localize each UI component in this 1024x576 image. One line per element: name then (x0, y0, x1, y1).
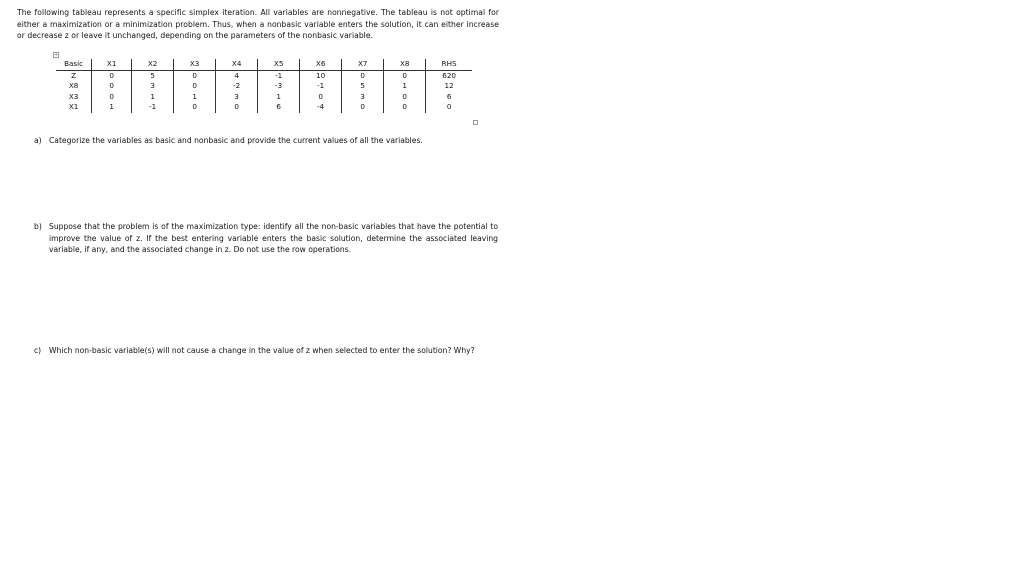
table-cell-rhs: 6 (426, 92, 472, 103)
question-b-label: b) (34, 222, 42, 231)
table-cell: 0 (174, 70, 216, 81)
header-x4: X4 (216, 59, 258, 70)
tableau-header-row (56, 59, 472, 70)
table-cell: 0 (92, 70, 132, 81)
header-x3: X3 (174, 59, 216, 70)
table-cell: 0 (92, 81, 132, 92)
table-cell: 0 (216, 102, 258, 113)
table-cell: 0 (384, 92, 426, 103)
table-cell: 0 (384, 70, 426, 81)
move-handle-icon[interactable]: + (54, 52, 59, 58)
row-basic-var: X8 (68, 81, 79, 90)
table-cell: 1 (258, 92, 300, 103)
intro-paragraph: The following tableau represents a specific simplex iteration. All variables are nonnegative. The tableau is not optimal for either a maximization or a minimization problem. Thus, when a nonbasic variable enters the solution, it can either increase or decrease z or leave it unchanged, depending on the parameters of the nonbasic variable. (17, 8, 499, 40)
table-cell-rhs: 12 (426, 81, 472, 92)
table-cell: 0 (174, 81, 216, 92)
question-c-label: c) (34, 346, 42, 355)
table-cell: -2 (216, 81, 258, 92)
row-basic-var: X1 (68, 102, 79, 111)
table-cell: 1 (384, 81, 426, 92)
table-cell: 3 (342, 92, 384, 103)
table-cell: 0 (92, 92, 132, 103)
table-cell: 0 (384, 102, 426, 113)
table-row (56, 81, 472, 92)
table-cell: -4 (300, 102, 342, 113)
header-x6: X6 (300, 59, 342, 70)
header-x1: X1 (92, 59, 132, 70)
table-cell: 0 (174, 102, 216, 113)
row-basic-var: X3 (68, 91, 79, 101)
table-cell: 1 (132, 92, 174, 103)
question-c-text: Which non-basic variable(s) will not cause a change in the value of z when selected to enter the solution? Why? (49, 346, 475, 355)
table-cell: 3 (216, 92, 258, 103)
header-basic: Basic (56, 59, 92, 70)
table-cell: 1 (92, 102, 132, 113)
table-row (56, 70, 472, 81)
table-cell: 5 (342, 81, 384, 92)
table-resize-handle-icon[interactable] (473, 120, 478, 125)
table-cell: 6 (258, 102, 300, 113)
table-row (56, 92, 472, 103)
table-cell: -1 (300, 81, 342, 92)
simplex-tableau (56, 59, 472, 113)
table-cell-rhs: 0 (426, 102, 472, 113)
table-cell: 3 (132, 81, 174, 92)
header-x2: X2 (132, 59, 174, 70)
table-cell: 0 (300, 92, 342, 103)
table-cell: 0 (342, 70, 384, 81)
question-a-text: Categorize the variables as basic and nonbasic and provide the current values of all the variables. (49, 136, 423, 145)
table-cell: -3 (258, 81, 300, 92)
table-cell: 1 (174, 92, 216, 103)
table-cell: 4 (216, 70, 258, 81)
table-row (56, 102, 472, 113)
header-x5: X5 (258, 59, 300, 70)
question-b-text: Suppose that the problem is of the maximization type: identify all the non-basic variables that have the potential to improve the value of z. If the best entering variable enters the basic solution, determine the associated leaving variable, if any, and the associated change in z. Do not use the row operations. (49, 222, 498, 254)
table-cell: 0 (342, 102, 384, 113)
row-basic-var: Z (71, 70, 77, 80)
table-cell-rhs: 620 (426, 70, 472, 81)
header-x8: X8 (384, 59, 426, 70)
question-a-label: a) (34, 136, 42, 145)
header-rhs: RHS (426, 59, 472, 70)
table-cell: 5 (132, 70, 174, 81)
header-x7: X7 (342, 59, 384, 70)
table-cell: -1 (132, 102, 174, 113)
table-cell: -1 (258, 70, 300, 81)
table-cell: 10 (300, 70, 342, 81)
